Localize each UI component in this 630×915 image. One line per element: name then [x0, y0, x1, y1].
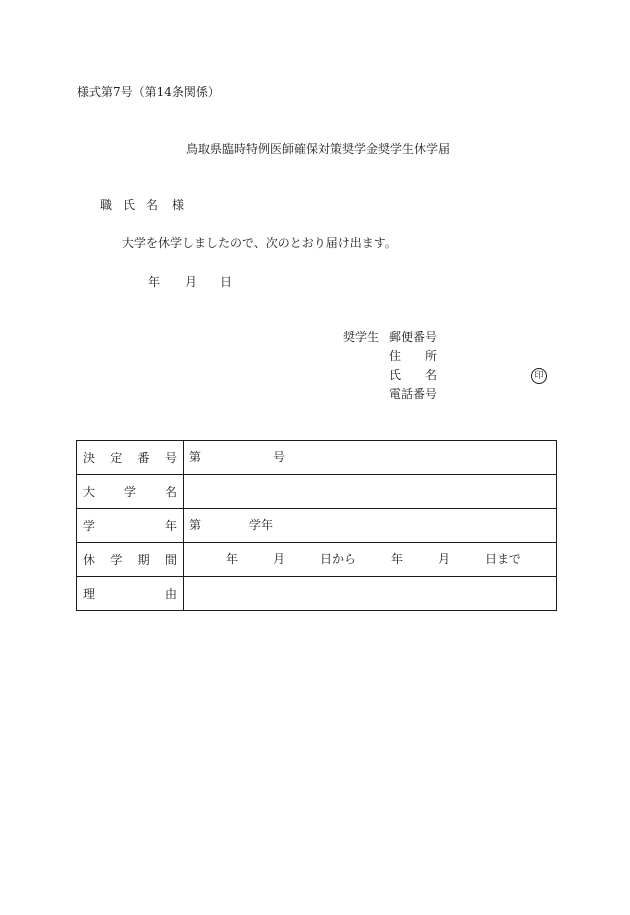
- label-char: 名: [164, 485, 177, 499]
- value-part: 月: [438, 552, 451, 566]
- decision-number-label: [77, 441, 184, 475]
- label-char: 番: [137, 451, 150, 465]
- value-part: 日から: [320, 552, 357, 566]
- date-day-label: 日: [220, 275, 233, 289]
- date-year-label: 年: [148, 275, 161, 289]
- label-char: 大: [83, 485, 96, 499]
- label-char: 理: [83, 587, 96, 601]
- label-char: 決: [83, 451, 96, 465]
- leave-period-value: [184, 543, 556, 576]
- label-text: [83, 449, 177, 466]
- university-name-field[interactable]: [184, 475, 557, 509]
- name-label: 氏 名: [389, 368, 438, 382]
- grade-label: [77, 509, 184, 543]
- details-table: [76, 440, 557, 611]
- document-title: 鳥取県臨時特例医師確保対策奨学金奨学生休学届: [186, 142, 451, 156]
- label-char: 学: [83, 519, 96, 533]
- value-part: 月: [273, 552, 286, 566]
- statement-text: 大学を休学しましたので、次のとおり届け出ます。: [122, 236, 397, 250]
- leave-period-field[interactable]: [184, 543, 557, 577]
- addressee-honorific: 様: [172, 198, 185, 212]
- label-char: 学: [110, 553, 123, 567]
- table-row: [77, 475, 557, 509]
- reason-label: [77, 577, 184, 611]
- reason-field[interactable]: [184, 577, 557, 611]
- seal-mark: 印: [531, 368, 547, 384]
- label-char: 由: [164, 587, 177, 601]
- date-month-label: 月: [185, 275, 198, 289]
- value-part: 第: [189, 518, 202, 532]
- phone-label: 電話番号: [389, 387, 438, 401]
- postal-code-label: 郵便番号: [389, 330, 438, 344]
- value-part: 年: [226, 552, 239, 566]
- form-number: 様式第7号（第14条関係）: [77, 85, 220, 99]
- value-part: 第: [189, 450, 202, 464]
- label-char: 年: [164, 519, 177, 533]
- decision-number-field[interactable]: [184, 441, 557, 475]
- label-text: [83, 483, 177, 500]
- label-char: 期: [137, 553, 150, 567]
- address-label: 住 所: [389, 349, 438, 363]
- leave-period-label: [77, 543, 184, 577]
- value-part: 学年: [249, 518, 274, 532]
- label-char: 定: [110, 451, 123, 465]
- university-name-label: [77, 475, 184, 509]
- table-row: [77, 543, 557, 577]
- applicant-heading: 奨学生: [343, 330, 380, 344]
- table-row: [77, 441, 557, 475]
- addressee-title: 職氏名: [100, 198, 170, 212]
- label-char: 号: [164, 451, 177, 465]
- value-part: 日まで: [485, 552, 522, 566]
- value-part: 年: [391, 552, 404, 566]
- label-text: [83, 585, 177, 602]
- label-text: [83, 551, 177, 568]
- grade-value: [184, 509, 556, 542]
- label-char: 休: [83, 553, 96, 567]
- table-row: [77, 509, 557, 543]
- decision-number-value: [184, 441, 556, 474]
- grade-field[interactable]: [184, 509, 557, 543]
- label-char: 学: [123, 485, 136, 499]
- label-text: [83, 517, 177, 534]
- table-row: [77, 577, 557, 611]
- label-char: 間: [164, 553, 177, 567]
- value-part: 号: [273, 450, 286, 464]
